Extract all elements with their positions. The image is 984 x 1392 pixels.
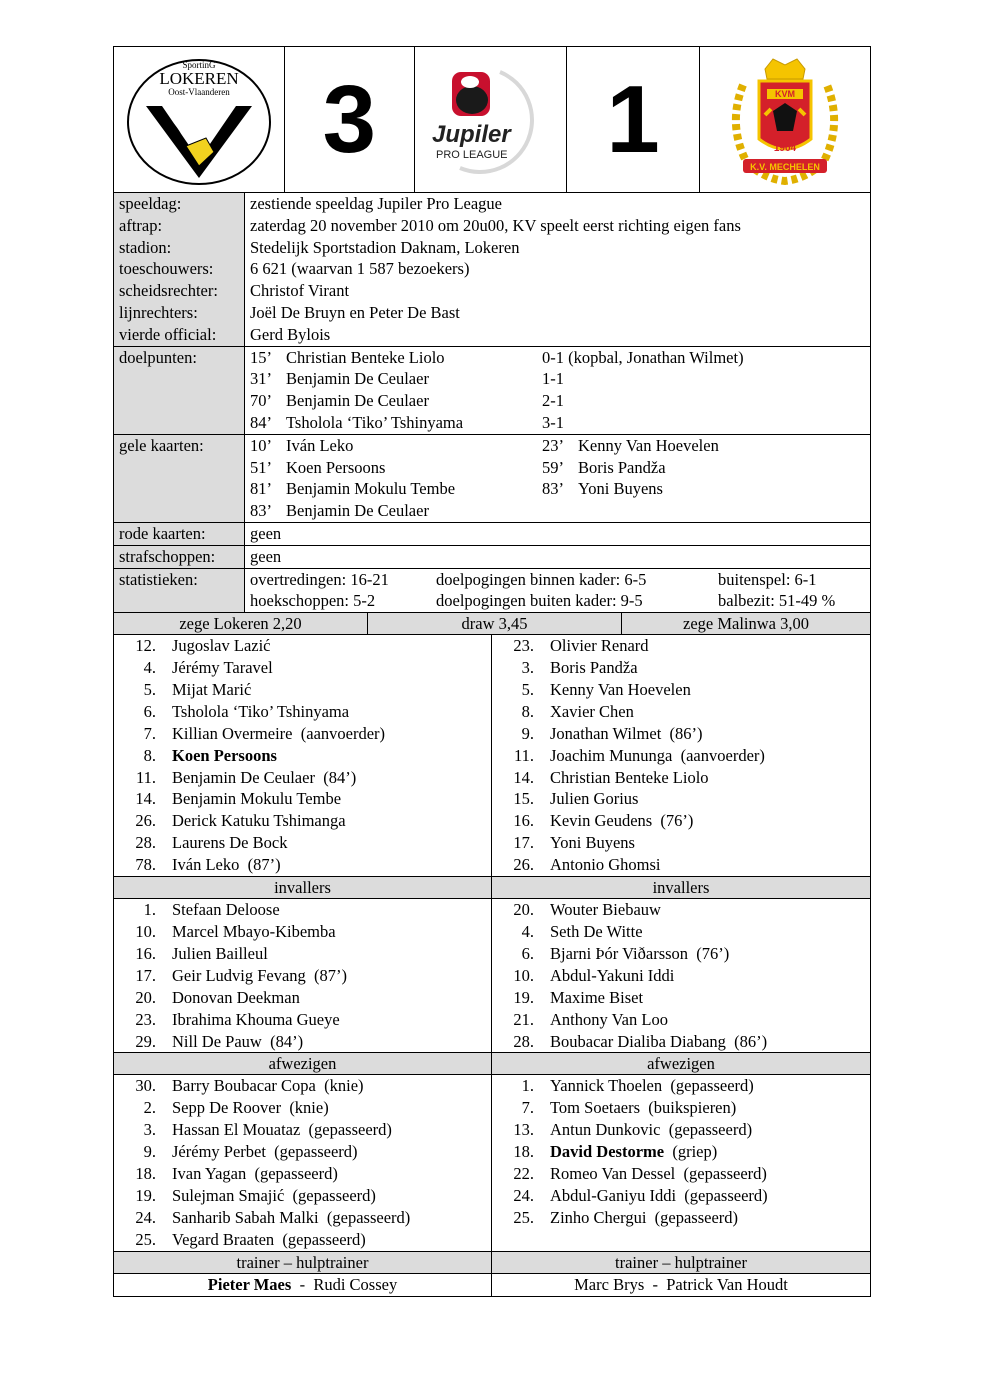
- player-number: 29.: [135, 1031, 156, 1051]
- player-row: [492, 899, 870, 921]
- home-score: 3: [322, 65, 377, 173]
- card-row: 83’ Yoni Buyens: [542, 479, 663, 499]
- player-row: [492, 810, 870, 832]
- label-statistieken: statistieken:: [114, 569, 245, 613]
- away-trainers: Marc Brys - Patrick Van Houdt: [574, 1274, 788, 1294]
- match-sheet: [113, 46, 871, 1297]
- player-row: [114, 1163, 491, 1185]
- player-row: [492, 788, 870, 810]
- odds-away: zege Malinwa 3,00: [683, 614, 809, 634]
- player-name: Stefaan Deloose: [172, 900, 280, 920]
- player-name: Tsholola ‘Tiko’ Tshinyama: [172, 701, 350, 721]
- player-number: 5.: [143, 679, 156, 699]
- player-number: 20.: [135, 987, 156, 1007]
- lokeren-logo-name: LOKEREN: [159, 68, 239, 88]
- player-name: Boubacar Dialiba Diabang (86’): [550, 1031, 768, 1051]
- player-number: 10.: [135, 922, 156, 942]
- home-subs-title: invallers: [114, 877, 492, 898]
- stat-buiten-kader: doelpogingen buiten kader: 9-5: [436, 591, 643, 611]
- card-row: 51’ Koen Persoons: [250, 457, 386, 477]
- player-name: Yoni Buyens: [550, 833, 635, 853]
- player-row: [492, 1163, 870, 1185]
- player-name: Jérémy Taravel: [172, 658, 273, 678]
- player-name: Jérémy Perbet (gepasseerd): [172, 1142, 358, 1162]
- player-row: [114, 788, 491, 810]
- away-subs: [492, 899, 870, 1052]
- home-trainer-title: trainer – hulptrainer: [114, 1252, 492, 1273]
- player-number: 26.: [513, 855, 534, 875]
- label-lijnrechters: lijnrechters:: [119, 302, 198, 322]
- label-rode-kaarten: rode kaarten:: [114, 523, 245, 545]
- player-number: 8.: [143, 745, 156, 765]
- player-row: [492, 1031, 870, 1053]
- league-logo-line1: Jupiler: [431, 120, 511, 148]
- player-number: 7.: [143, 723, 156, 743]
- player-number: 28.: [135, 833, 156, 853]
- player-name: Sulejman Smajić (gepasseerd): [172, 1185, 376, 1205]
- goal-score: 0-1 (kopbal, Jonathan Wilmet): [542, 347, 744, 367]
- player-name: Sanharib Sabah Malki (gepasseerd): [172, 1207, 411, 1227]
- player-name: Tom Soetaers (buikspieren): [550, 1098, 737, 1118]
- player-row: [492, 943, 870, 965]
- player-number: 2.: [143, 1098, 156, 1118]
- value-lijnrechters: Joël De Bruyn en Peter De Bast: [250, 302, 460, 322]
- player-row: [492, 679, 870, 701]
- player-number: 16.: [513, 811, 534, 831]
- home-score-cell: [285, 47, 416, 192]
- player-number: 78.: [135, 855, 156, 875]
- player-row: [114, 987, 491, 1009]
- stats-section: [114, 568, 870, 613]
- card-row: 81’ Benjamin Mokulu Tembe: [250, 479, 456, 499]
- goal-row: 84’ Tsholola ‘Tiko’ Tshinyama: [250, 412, 464, 432]
- player-number: 18.: [135, 1164, 156, 1184]
- trainer-header: [114, 1251, 870, 1273]
- player-number: 26.: [135, 811, 156, 831]
- player-name: Anthony Van Loo: [550, 1009, 668, 1029]
- penalties-section: [114, 545, 870, 568]
- stat-hoekschoppen: hoekschoppen: 5-2: [250, 591, 376, 611]
- player-row: [114, 1185, 491, 1207]
- player-name: Barry Boubacar Copa (knie): [172, 1076, 364, 1096]
- player-row: [114, 1229, 491, 1251]
- home-trainers: Pieter Maes - Rudi Cossey: [114, 1274, 492, 1296]
- player-row: [114, 1207, 491, 1229]
- player-row: [492, 1009, 870, 1031]
- player-row: [114, 1075, 491, 1097]
- label-aftrap: aftrap:: [119, 215, 163, 235]
- score-header: [114, 47, 870, 192]
- odds-bar: [114, 612, 870, 634]
- label-doelpunten: doelpunten:: [114, 347, 245, 434]
- value-toeschouwers: 6 621 (waarvan 1 587 bezoekers): [250, 259, 470, 279]
- player-number: 17.: [513, 833, 534, 853]
- player-number: 13.: [513, 1120, 534, 1140]
- player-name: Antonio Ghomsi: [550, 855, 661, 875]
- player-row: [114, 723, 491, 745]
- away-subs-title: invallers: [652, 878, 710, 898]
- odds-home: zege Lokeren 2,20: [114, 613, 368, 634]
- player-number: 20.: [513, 900, 534, 920]
- player-name: Geir Ludvig Fevang (87’): [172, 965, 348, 985]
- player-row: [114, 745, 491, 767]
- player-row: [492, 1075, 870, 1097]
- label-speeldag: speeldag:: [119, 194, 182, 213]
- match-info: [114, 192, 870, 346]
- player-name: Donovan Deekman: [172, 987, 300, 1007]
- player-row: [492, 723, 870, 745]
- home-trainer: Pieter Maes: [207, 1274, 292, 1294]
- player-name: Sepp De Roover (knie): [172, 1098, 329, 1118]
- player-row: [114, 921, 491, 943]
- player-name: Julien Bailleul: [172, 943, 268, 963]
- player-name: Hassan El Mouataz (gepasseerd): [172, 1120, 392, 1140]
- player-row: [492, 657, 870, 679]
- lokeren-logo-top: SportinG: [182, 59, 216, 70]
- player-name: Iván Leko (87’): [172, 855, 281, 875]
- player-number: 28.: [513, 1031, 534, 1051]
- player-name: Ibrahima Khouma Gueye: [172, 1009, 340, 1029]
- kvm-logo-letters: KVM: [775, 88, 796, 99]
- player-row: [114, 1009, 491, 1031]
- player-number: 16.: [135, 943, 156, 963]
- lokeren-crest-icon: [124, 54, 274, 186]
- player-row: [492, 745, 870, 767]
- player-row: [114, 679, 491, 701]
- player-number: 21.: [513, 1009, 534, 1029]
- value-speeldag: zestiende speeldag Jupiler Pro League: [250, 194, 502, 213]
- lokeren-logo: [114, 47, 285, 192]
- player-number: 23.: [135, 1009, 156, 1029]
- card-row: 10’ Iván Leko: [250, 435, 354, 455]
- player-name: Wouter Biebauw: [550, 900, 661, 920]
- player-name: David Destorme (griep): [550, 1142, 718, 1162]
- player-row: [114, 1119, 491, 1141]
- away-lineup: [492, 635, 870, 876]
- player-number: 15.: [513, 789, 534, 809]
- kvm-logo: [700, 47, 870, 192]
- player-number: 24.: [513, 1185, 534, 1205]
- stat-buitenspel: buitenspel: 6-1: [718, 569, 817, 589]
- player-number: 12.: [135, 636, 156, 656]
- player-number: 4.: [143, 658, 156, 678]
- player-name: Laurens De Bock: [172, 833, 288, 853]
- goal-row: 70’ Benjamin De Ceulaer: [250, 391, 429, 411]
- value-vierde-official: Gerd Bylois: [250, 324, 331, 344]
- player-number: 7.: [521, 1098, 534, 1118]
- absentees: [114, 1074, 870, 1250]
- trainers: [114, 1273, 870, 1296]
- player-number: 23.: [513, 636, 534, 656]
- player-name: Jonathan Wilmet (86’): [550, 723, 703, 743]
- stat-binnen-kader: doelpogingen binnen kader: 6-5: [436, 569, 647, 589]
- card-row: 83’ Benjamin De Ceulaer: [250, 501, 429, 521]
- player-row: [492, 1119, 870, 1141]
- player-row: [492, 1097, 870, 1119]
- odds-draw: draw 3,45: [368, 613, 622, 634]
- player-number: 3.: [143, 1120, 156, 1140]
- player-name: Antun Dunkovic (gepasseerd): [550, 1120, 753, 1140]
- player-row: [492, 965, 870, 987]
- goal-score: 3-1: [542, 412, 564, 432]
- player-number: 22.: [513, 1164, 534, 1184]
- player-name: Abdul-Yakuni Iddi: [550, 965, 675, 985]
- player-row: [114, 810, 491, 832]
- lokeren-logo-sub: Oost-Vlaanderen: [168, 86, 230, 97]
- player-number: 5.: [521, 679, 534, 699]
- player-number: 3.: [521, 658, 534, 678]
- player-number: 17.: [135, 965, 156, 985]
- player-name: Christian Benteke Liolo: [550, 767, 709, 787]
- player-number: 9.: [521, 723, 534, 743]
- player-name: Olivier Renard: [550, 636, 649, 656]
- player-row: [114, 767, 491, 789]
- player-number: 6.: [143, 701, 156, 721]
- player-row: [492, 854, 870, 876]
- player-name: Killian Overmeire (aanvoerder): [172, 723, 386, 743]
- yellow-cards-section: [114, 434, 870, 522]
- away-score: 1: [606, 65, 660, 173]
- red-cards-section: [114, 522, 870, 545]
- goal-score: 2-1: [542, 391, 564, 411]
- kvm-logo-name: K.V. MECHELEN: [750, 161, 821, 172]
- away-score-cell: [567, 47, 701, 192]
- player-name: Boris Pandža: [550, 658, 638, 678]
- value-aftrap: zaterdag 20 november 2010 om 20u00, KV speelt eerst richting eigen fans: [250, 215, 741, 235]
- away-trainer: Marc Brys: [574, 1274, 645, 1294]
- player-number: 25.: [513, 1207, 534, 1227]
- player-name: Seth De Witte: [550, 922, 643, 942]
- player-row: [492, 767, 870, 789]
- goals-section: [114, 346, 870, 434]
- lineups: [114, 634, 870, 876]
- player-name: Maxime Biset: [550, 987, 644, 1007]
- player-row: [114, 899, 491, 921]
- value-scheidsrechter: Christof Virant: [250, 281, 350, 301]
- player-row: [492, 987, 870, 1009]
- label-gele-kaarten: gele kaarten:: [114, 435, 245, 522]
- player-name: Benjamin De Ceulaer (84’): [172, 767, 357, 787]
- value-stadion: Stedelijk Sportstadion Daknam, Lokeren: [250, 237, 520, 257]
- player-name: Yannick Thoelen (gepasseerd): [550, 1076, 754, 1096]
- label-vierde-official: vierde official:: [119, 324, 217, 344]
- player-name: Kenny Van Hoevelen: [550, 679, 691, 699]
- away-absent-title: afwezigen: [647, 1054, 715, 1074]
- player-name: Xavier Chen: [550, 701, 634, 721]
- player-name: Zinho Chergui (gepasseerd): [550, 1207, 739, 1227]
- player-row: [492, 1141, 870, 1163]
- away-trainer-title: trainer – hulptrainer: [615, 1252, 747, 1272]
- player-number: 9.: [143, 1142, 156, 1162]
- league-logo: [415, 47, 567, 192]
- subs-header: [114, 876, 870, 898]
- home-absent-title: afwezigen: [114, 1053, 492, 1074]
- player-name: Romeo Van Dessel (gepasseerd): [550, 1164, 767, 1184]
- card-row: 23’ Kenny Van Hoevelen: [542, 435, 719, 455]
- away-absent: [492, 1075, 870, 1250]
- player-row: [492, 1207, 870, 1229]
- player-name: Nill De Pauw (84’): [172, 1031, 304, 1051]
- home-assistant: Rudi Cossey: [313, 1274, 398, 1294]
- goal-row: 15’ Christian Benteke Liolo: [250, 347, 445, 367]
- player-number: 19.: [513, 987, 534, 1007]
- player-number: 6.: [521, 943, 534, 963]
- player-number: 11.: [513, 745, 534, 765]
- stat-overtredingen: overtredingen: 16-21: [250, 569, 389, 589]
- player-row: [114, 965, 491, 987]
- player-name: Vegard Braaten (gepasseerd): [172, 1229, 366, 1249]
- player-row: [492, 832, 870, 854]
- stat-balbezit: balbezit: 51-49 %: [718, 591, 836, 611]
- player-number: 10.: [513, 965, 534, 985]
- player-row: [114, 943, 491, 965]
- player-number: 14.: [135, 789, 156, 809]
- player-row: [114, 854, 491, 876]
- player-name: Jugoslav Lazić: [172, 636, 271, 656]
- player-number: 18.: [513, 1142, 534, 1162]
- kvm-logo-year: 1904: [774, 142, 797, 154]
- player-row: [114, 1141, 491, 1163]
- player-name: Mijat Marić: [172, 679, 252, 699]
- player-name: Koen Persoons: [172, 745, 277, 765]
- player-name: Joachim Mununga (aanvoerder): [550, 745, 765, 765]
- player-row: [114, 657, 491, 679]
- player-number: 19.: [135, 1185, 156, 1205]
- player-row: [492, 701, 870, 723]
- card-row: 59’ Boris Pandža: [542, 457, 666, 477]
- away-assistant: Patrick Van Houdt: [666, 1274, 788, 1294]
- goal-score: 1-1: [542, 369, 564, 389]
- home-absent: [114, 1075, 492, 1250]
- player-row: [114, 832, 491, 854]
- player-name: Benjamin Mokulu Tembe: [172, 789, 342, 809]
- absent-header: [114, 1052, 870, 1074]
- player-number: 14.: [513, 767, 534, 787]
- value-strafschoppen: geen: [250, 546, 282, 566]
- value-rode-kaarten: geen: [250, 523, 282, 543]
- player-number: 1.: [143, 900, 156, 920]
- player-row: [492, 1185, 870, 1207]
- player-number: 11.: [135, 767, 156, 787]
- substitutes: [114, 898, 870, 1052]
- player-name: Kevin Geudens (76’): [550, 811, 694, 831]
- player-name: Derick Katuku Tshimanga: [172, 811, 346, 831]
- player-number: 8.: [521, 701, 534, 721]
- player-number: 25.: [135, 1229, 156, 1249]
- home-lineup: [114, 635, 492, 876]
- player-number: 30.: [135, 1076, 156, 1096]
- player-row: [114, 1097, 491, 1119]
- kv-mechelen-crest-icon: [721, 55, 849, 185]
- player-name: Abdul-Ganiyu Iddi (gepasseerd): [550, 1185, 768, 1205]
- player-number: 1.: [521, 1076, 534, 1096]
- label-strafschoppen: strafschoppen:: [114, 546, 245, 568]
- player-number: 24.: [135, 1207, 156, 1227]
- player-number: 4.: [521, 922, 534, 942]
- label-toeschouwers: toeschouwers:: [119, 259, 214, 279]
- label-scheidsrechter: scheidsrechter:: [119, 281, 218, 301]
- player-name: Bjarni Þór Viðarsson (76’): [550, 943, 730, 963]
- player-row: [114, 701, 491, 723]
- league-logo-line2: PRO LEAGUE: [435, 148, 508, 161]
- player-name: Ivan Yagan (gepasseerd): [172, 1164, 338, 1184]
- jupiler-pro-league-icon: [426, 60, 556, 180]
- home-subs: [114, 899, 492, 1052]
- player-name: Marcel Mbayo-Kibemba: [172, 922, 336, 942]
- player-name: Julien Gorius: [550, 789, 639, 809]
- player-row: [492, 921, 870, 943]
- label-stadion: stadion:: [119, 237, 172, 257]
- goal-row: 31’ Benjamin De Ceulaer: [250, 369, 429, 389]
- player-row: [114, 635, 491, 657]
- player-row: [492, 635, 870, 657]
- player-row: [114, 1031, 491, 1053]
